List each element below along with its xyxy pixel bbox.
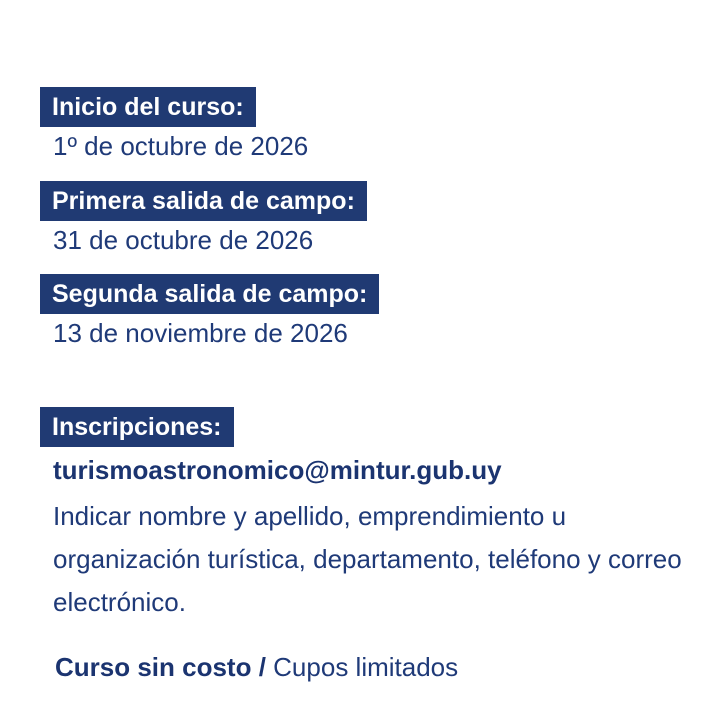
inscripciones-instructions: Indicar nombre y apellido, emprendimiento u organización turística, departamento, teléfono y correo electrónico.	[53, 501, 682, 617]
inicio-del-curso-label: Inicio del curso:	[40, 87, 256, 127]
footer-cost-text: Curso sin costo /	[55, 652, 266, 682]
segunda-salida-label: Segunda salida de campo:	[40, 274, 379, 314]
inscripciones-email[interactable]: turismoastronomico@mintur.gub.uy	[53, 455, 502, 485]
inicio-del-curso-date: 1º de octubre de 2026	[53, 131, 309, 161]
footer-spots-text: Cupos limitados	[273, 652, 459, 682]
primera-salida-label: Primera salida de campo:	[40, 181, 367, 221]
inscripciones-label: Inscripciones:	[40, 407, 234, 447]
primera-salida-date: 31 de octubre de 2026	[53, 225, 314, 255]
segunda-salida-date: 13 de noviembre de 2026	[53, 318, 348, 348]
footer-note	[55, 652, 458, 683]
